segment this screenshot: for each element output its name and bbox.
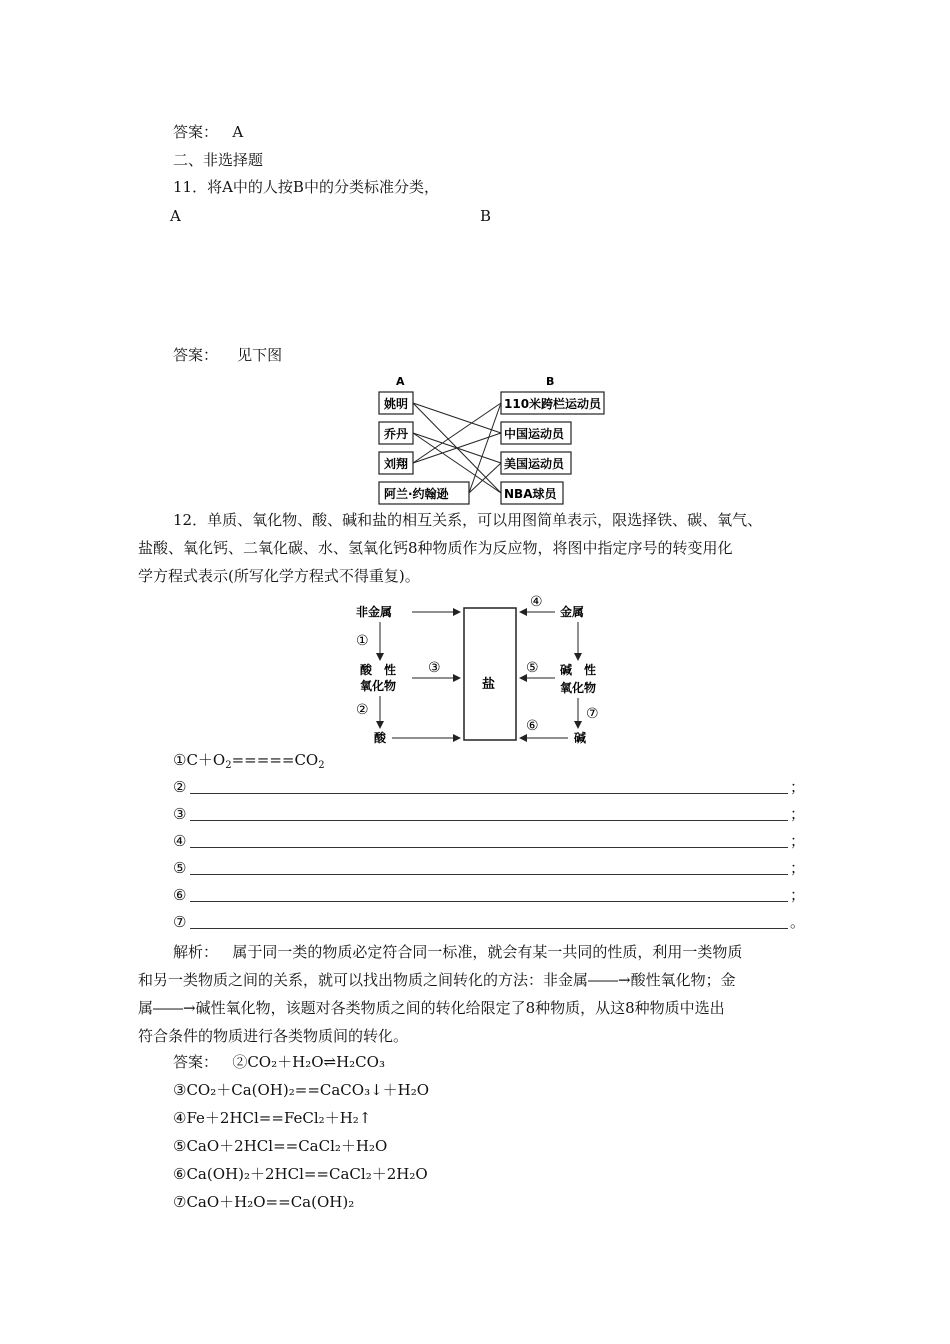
step-3-marker: ③ <box>428 660 441 676</box>
blank-2-end: ； <box>790 778 806 796</box>
q12-answer-5: ⑤CaO＋2HCl==CaCl₂＋H₂O <box>173 1137 388 1155</box>
blank-5-num: ⑤ <box>173 859 187 877</box>
matching-lines <box>413 403 501 493</box>
blank-2-num: ② <box>173 778 187 796</box>
category-china: 中国运动员 <box>504 427 565 441</box>
q11-matching-diagram <box>376 372 616 506</box>
blank-5-end: ； <box>790 859 806 877</box>
blank-3-input[interactable] <box>190 820 788 821</box>
step-1-marker: ① <box>356 633 369 649</box>
q12-answer-4: ④Fe＋2HCl==FeCl₂＋H₂↑ <box>173 1109 372 1127</box>
blank-3-end: ； <box>790 805 806 823</box>
step-2-marker: ② <box>356 702 369 718</box>
acid-label: 酸 <box>374 731 387 745</box>
analysis-line-2: 和另一类物质之间的关系，就可以找出物质之间转化的方法：非金属――→酸性氧化物；金 <box>138 971 736 989</box>
q11-prompt: 11．将A中的人按B中的分类标准分类， <box>173 178 439 196</box>
person-liuxiang: 刘翔 <box>384 457 409 471</box>
salt-box <box>464 608 516 740</box>
section-title: 二、非选择题 <box>173 151 264 169</box>
q12-prompt-3: 学方程式表示(所写化学方程式不得重复)。 <box>138 567 420 585</box>
blank-6-input[interactable] <box>190 901 788 902</box>
person-yaoming: 姚明 <box>384 397 409 411</box>
blank-6-end: ； <box>790 886 806 904</box>
step-6-marker: ⑥ <box>526 718 539 734</box>
base-label: 碱 <box>574 731 587 745</box>
blank-3-num: ③ <box>173 805 187 823</box>
blank-4-num: ④ <box>173 832 187 850</box>
q12-prompt-2: 盐酸、氧化钙、二氧化碳、水、氢氧化钙8种物质作为反应物，将图中指定序号的转变用化 <box>138 539 733 557</box>
blank-7-num: ⑦ <box>173 913 187 931</box>
person-jordan: 乔丹 <box>384 427 409 441</box>
nonmetal-label: 非金属 <box>356 605 393 619</box>
blank-4-input[interactable] <box>190 847 788 848</box>
metal-label: 金属 <box>560 605 585 619</box>
basic-oxide-label-1: 碱 性 <box>560 663 597 677</box>
analysis-line-1: 解析： 属于同一类的物质必定符合同一标准，就会有某一共同的性质，利用一类物质 <box>173 943 743 961</box>
category-nba: NBA球员 <box>504 487 557 501</box>
q11-col-b: B <box>480 207 492 225</box>
blank-2-input[interactable] <box>190 793 788 794</box>
step-5-marker: ⑤ <box>526 660 539 676</box>
category-usa: 美国运动员 <box>504 457 565 471</box>
diagram-header-b: B <box>546 375 555 388</box>
basic-oxide-label-2: 氧化物 <box>560 681 597 695</box>
diagram-header-a: A <box>396 375 405 388</box>
diagram-arrows <box>380 612 578 738</box>
blank-4-end: ； <box>790 832 806 850</box>
q11-col-a: A <box>170 207 181 225</box>
acidic-oxide-label-2: 氧化物 <box>360 679 397 693</box>
category-hurdler: 110米跨栏运动员 <box>504 397 602 411</box>
analysis-line-3: 属――→碱性氧化物，该题对各类物质之间的转化给限定了8种物质，从这8种物质中选出 <box>138 999 725 1017</box>
q12-answer-6: ⑥Ca(OH)₂＋2HCl==CaCl₂＋2H₂O <box>173 1165 428 1183</box>
analysis-line-4: 符合条件的物质进行各类物质间的转化。 <box>138 1027 409 1045</box>
step-7-marker: ⑦ <box>586 706 599 722</box>
q12-prompt-1: 12．单质、氧化物、酸、碱和盐的相互关系，可以用图简单表示，限选择铁、碳、氧气、 <box>173 511 763 529</box>
q11-answer: 答案： 见下图 <box>173 346 283 364</box>
blank-6-num: ⑥ <box>173 886 187 904</box>
q12-conversion-diagram <box>350 590 620 750</box>
q10-answer: 答案： A <box>173 123 244 141</box>
equation-1: $①C+O_2=====CO_2$ <box>173 751 325 771</box>
q12-answer-3: ③CO₂＋Ca(OH)₂==CaCO₃↓＋H₂O <box>173 1081 430 1099</box>
blank-7-input[interactable] <box>190 928 788 929</box>
blank-7-end: 。 <box>790 913 806 931</box>
salt-label: 盐 <box>482 677 496 692</box>
q12-answer-2: 答案： ②CO₂＋H₂O⇌H₂CO₃ <box>173 1053 385 1071</box>
q12-answer-7: ⑦CaO＋H₂O==Ca(OH)₂ <box>173 1193 355 1211</box>
step-4-marker: ④ <box>530 594 543 610</box>
acidic-oxide-label-1: 酸 性 <box>360 663 397 677</box>
blank-5-input[interactable] <box>190 874 788 875</box>
person-allen-johnson: 阿兰·约翰逊 <box>384 487 449 501</box>
